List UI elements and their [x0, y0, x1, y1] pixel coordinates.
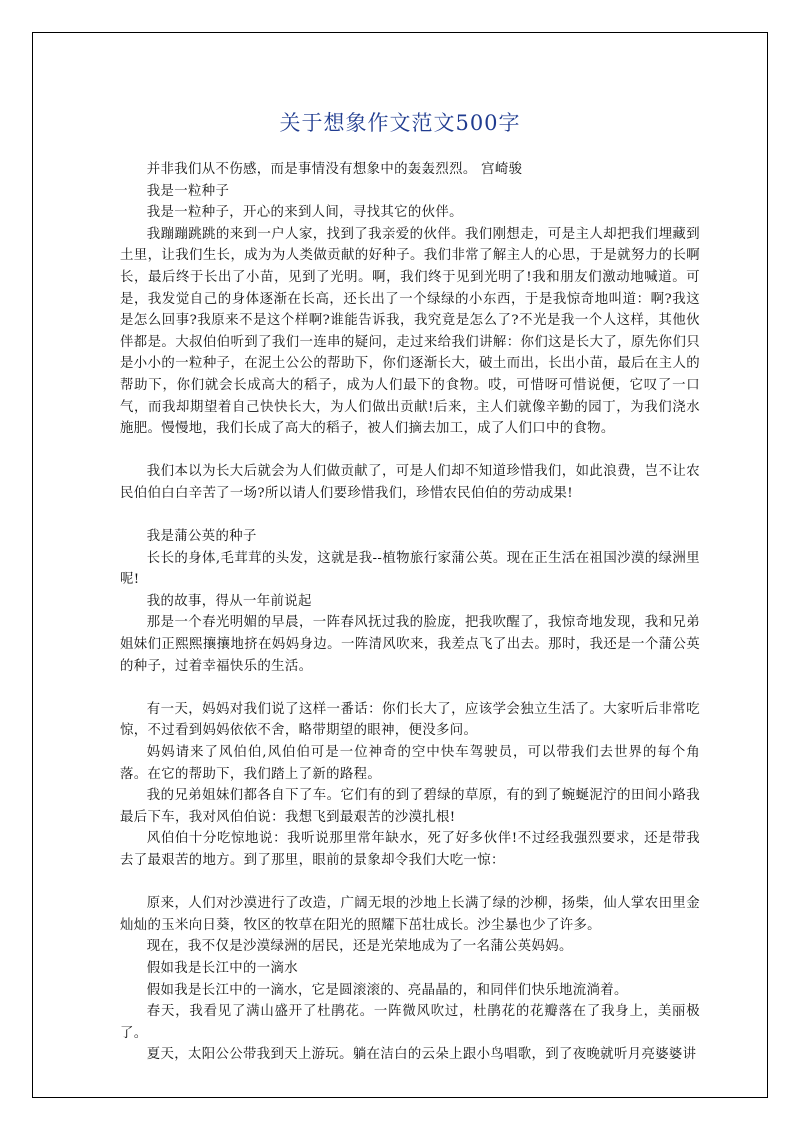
paragraph-gap [120, 440, 700, 462]
section-heading: 我是一粒种子 [146, 183, 230, 199]
paragraph: 并非我们从不伤感，而是事情没有想象中的轰轰烈烈。 宫崎骏 [146, 162, 523, 177]
paragraph: 那是一个春光明媚的早晨，一阵春风抚过我的脸庞，把我吹醒了，我惊奇地发现，我和兄弟姐妹们正熙熙攘攘地挤在妈妈身边。一阵清风吹来，我差点飞了出去。那时，我还是一个蒲公英的种子，过着幸福快乐的生活。 [120, 615, 700, 674]
document-body [120, 159, 700, 1066]
paragraph: 现在，我不仅是沙漠绿洲的居民，还是光荣地成为了一名蒲公英妈妈。 [146, 939, 573, 955]
paragraph: 有一天，妈妈对我们说了这样一番话：你们长大了，应该学会独立生活了。大家听后非常吃惊，不过看到妈妈依依不舍，略带期望的眼神，便没多问。 [120, 701, 700, 739]
paragraph-gap [120, 872, 700, 894]
paragraph-gap [120, 677, 700, 699]
paragraph: 我的故事，得从一年前说起 [146, 593, 312, 609]
paragraph: 风伯伯十分吃惊地说：我听说那里常年缺水，死了好多伙伴!不过经我强烈要求，还是带我去了最艰苦的地方。到了那里，眼前的景象却令我们大吃一惊： [120, 831, 700, 868]
paragraph: 夏天，太阳公公带我到天上游玩。躺在洁白的云朵上跟小鸟唱歌，到了夜晚就听月亮婆婆讲 [146, 1047, 697, 1063]
paragraph-gap [120, 505, 700, 527]
section-heading: 我是蒲公英的种子 [146, 529, 257, 545]
paragraph: 我的兄弟姐妹们都各自下了车。它们有的到了碧绿的草原，有的到了蜿蜒泥泞的田间小路我最后下车，我对风伯伯说：我想飞到最艰苦的沙漠扎根! [120, 788, 700, 825]
paragraph: 原来，人们对沙漠进行了改造，广阔无垠的沙地上长满了绿的沙柳，扬柴，仙人掌农田里金灿灿的玉米向日葵，牧区的牧草在阳光的照耀下茁壮成长。沙尘暴也少了许多。 [120, 896, 700, 933]
paragraph: 春天，我看见了满山盛开了杜鹃花。一阵微风吹过，杜鹃花的花瓣落在了我身上，美丽极了。 [120, 1004, 700, 1041]
paragraph: 我是一粒种子，开心的来到人间，寻找其它的伙伴。 [146, 205, 463, 221]
document-page [32, 32, 768, 1098]
paragraph: 我们本以为长大后就会为人们做贡献了，可是人们却不知道珍惜我们，如此浪费，岂不让农民伯伯白白辛苦了一场?所以请人们要珍惜我们，珍惜农民伯伯的劳动成果! [120, 464, 700, 501]
paragraph: 假如我是长江中的一滴水，它是圆滚滚的、亮晶晶的，和同伴们快乐地流淌着。 [146, 982, 628, 998]
section-heading: 假如我是长江中的一滴水 [146, 960, 298, 976]
paragraph: 长长的身体,毛茸茸的头发，这就是我--植物旅行家蒲公英。现在正生活在祖国沙漠的绿洲里呢! [120, 550, 700, 588]
paragraph: 我蹦蹦跳跳的来到一户人家，找到了我亲爱的伙伴。我们刚想走，可是主人却把我们埋藏到土里，让我们生长，成为为人类做贡献的好种子。我们非常了解主人的心思，于是就努力的长啊长，最后终于长出了小苗，见到了光明。啊，我们终于见到光明了!我和朋友们激动地喊道。可是，我发觉自己的身体逐渐在长高，还长出了一个绿绿的小东西，于是我惊奇地叫道：啊?我这是怎么回事?我原来不是这个样啊?谁能告诉我，我究竟是怎么了?不光是我一个人这样，其他伙伴都是。大叔伯伯听到了我们一连串的疑问，走过来给我们讲解：你们这是长大了，原先你们只是小小的一粒种子，在泥土公公的帮助下，你们逐渐长大，破土而出，长出小苗，最后在主人的帮助下，你们就会长成高大的稻子，成为人们最下的食物。哎，可惜呀可惜说便，它叹了一口气，而我却期望着自己快快长大，为人们做出贡献!后来，主人们就像辛勤的园丁，为我们浇水施肥。慢慢地，我们长成了高大的稻子，被人们摘去加工，成了人们口中的食物。 [120, 226, 700, 437]
paragraph: 妈妈请来了风伯伯,风伯伯可是一位神奇的空中快车驾驶员，可以带我们去世界的每个角落。在它的帮助下，我们踏上了新的路程。 [120, 745, 700, 782]
document-title: 关于想象作文范文500字 [279, 111, 521, 135]
